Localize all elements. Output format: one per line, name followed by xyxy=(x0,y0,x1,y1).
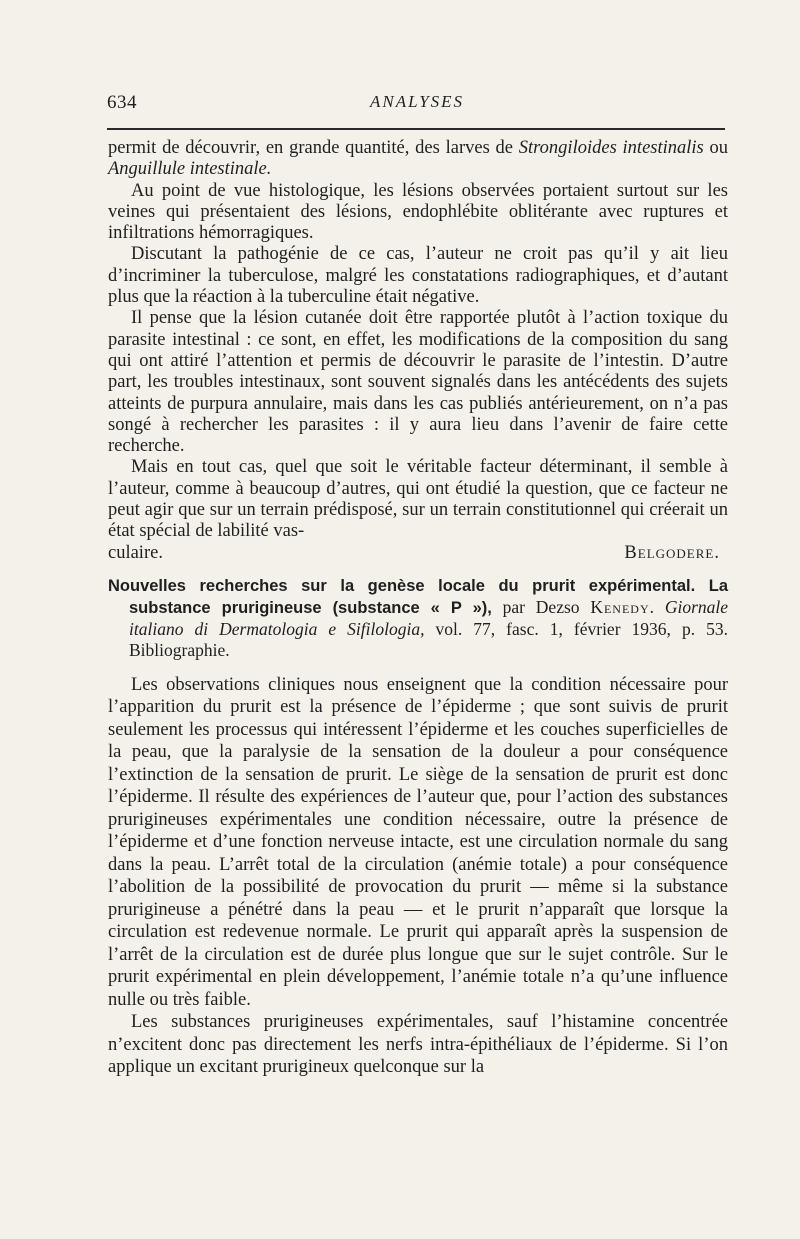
article2-author: Kenedy xyxy=(590,596,650,617)
page-header xyxy=(107,92,727,116)
article2-journal: Giornale italiano di Dermatologia e Sifilologia, xyxy=(129,596,729,639)
article1-closing-line xyxy=(108,543,728,564)
header-rule xyxy=(107,128,725,130)
article2-citation: vol. 77, fasc. 1, février 1936, p. 53. Bibliographie. xyxy=(129,618,728,660)
page-body xyxy=(108,138,728,1079)
article2-paragraph-1: Les observations cliniques nous enseignent que la condition nécessaire pour l’apparition du prurit est la présence de l’épiderme ; que sont suivis de prurit seulement les processus qui intéressent l’épiderme et les couches superficielles de la peau, que la paralysie de la sensation de la douleur a pour conséquence l’extinction de la sensation de prurit. Le siège de la sensation de prurit est donc l’épiderme. Il résulte des expériences de l’auteur que, pour l’action des substances prurigineuses expérimentales une condition nécessaire, outre la présence de l’épiderme et d’une fonction nerveuse intacte, est une circulation normale du sang dans la peau. L’arrêt total de la circulation (anémie totale) a pour conséquence l’abolition de la possibilité de provocation du prurit — même si la substance prurigineuse a pénétré dans la peau — et le prurit n’apparaît que lorsque la circulation est redevenue normale. Le prurit qui apparaît après la suspension de l’arrêt de la circulation est de durée plus longue que sur le sujet contrôle. Sur le prurit expérimental en plein développement, l’anémie totale n’a qu’une influence nulle ou très faible. xyxy=(108,674,728,1010)
running-title: ANALYSES xyxy=(369,92,465,111)
article1-paragraph-5-end: culaire. xyxy=(108,542,163,563)
page-number: 634 xyxy=(107,92,137,113)
reviewer-signature: Belgodere. xyxy=(624,542,720,563)
article2-title: Nouvelles recherches sur la genèse locale du prurit expérimental. La substance prurigineuse (substance « P »), xyxy=(108,576,728,617)
article1-paragraph-5: Mais en tout cas, quel que soit le véritable facteur déterminant, il semble à l’auteur, comme à beaucoup d’autres, qui ont étudié la question, que ce facteur ne peut agir que sur un terrain prédisposé, sur un terrain constitutionnel qui créerait un état spécial de labilité vas- xyxy=(108,457,728,542)
species-name: Strongiloides intestinalis xyxy=(518,138,704,158)
article2-paragraph-2: Les substances prurigineuses expérimentales, sauf l’histamine concentrée n’excitent donc pas directement les nerfs intra-épithéliaux de l’épiderme. Si l’on applique un excitant prurigineux quelconque sur la xyxy=(108,1012,728,1078)
article1-paragraph-2: Au point de vue histologique, les lésions observées portaient surtout sur les veines qui présentaient des lésions, endophlébite oblitérante avec ruptures et infiltrations hémorragiques. xyxy=(108,180,728,244)
article1-paragraph-4: Il pense que la lésion cutanée doit être rapportée plutôt à l’action toxique du parasite intestinal : ce sont, en effet, les modifications de la composition du sang qui ont attiré l’attention et permis de découvrir le parasite de l’intestin. D’autre part, les troubles intestinaux, sont souvent signalés dans les antécédents des sujets atteints de purpura annulaire, mais dans les cas publiés antérieurement, on n’a pas songé à rechercher les parasites : il y aura lieu dans l’avenir de faire cette recherche. xyxy=(108,308,728,457)
article1-paragraph-3: Discutant la pathogénie de ce cas, l’auteur ne croit pas qu’il y ait lieu d’incriminer la tuberculose, malgré les constatations radiographiques, et d’autant plus que la réaction à la tuberculine était négative. xyxy=(108,244,728,308)
article2-heading: Nouvelles recherches sur la genèse locale du prurit expérimental. La substance prurigineuse (substance « P »), par Dezso Kenedy. Giornale italiano di Dermatologia e Sifilologia, vol. 77, fasc. 1, février 1936, p. 53. Bibliographie. xyxy=(108,576,729,660)
species-name: Anguillule intestinale. xyxy=(108,159,272,180)
article1-paragraph-1: permit de découvrir, en grande quantité, des larves de Strongiloides intestinalis ou Anguillule intestinale. xyxy=(108,138,729,180)
